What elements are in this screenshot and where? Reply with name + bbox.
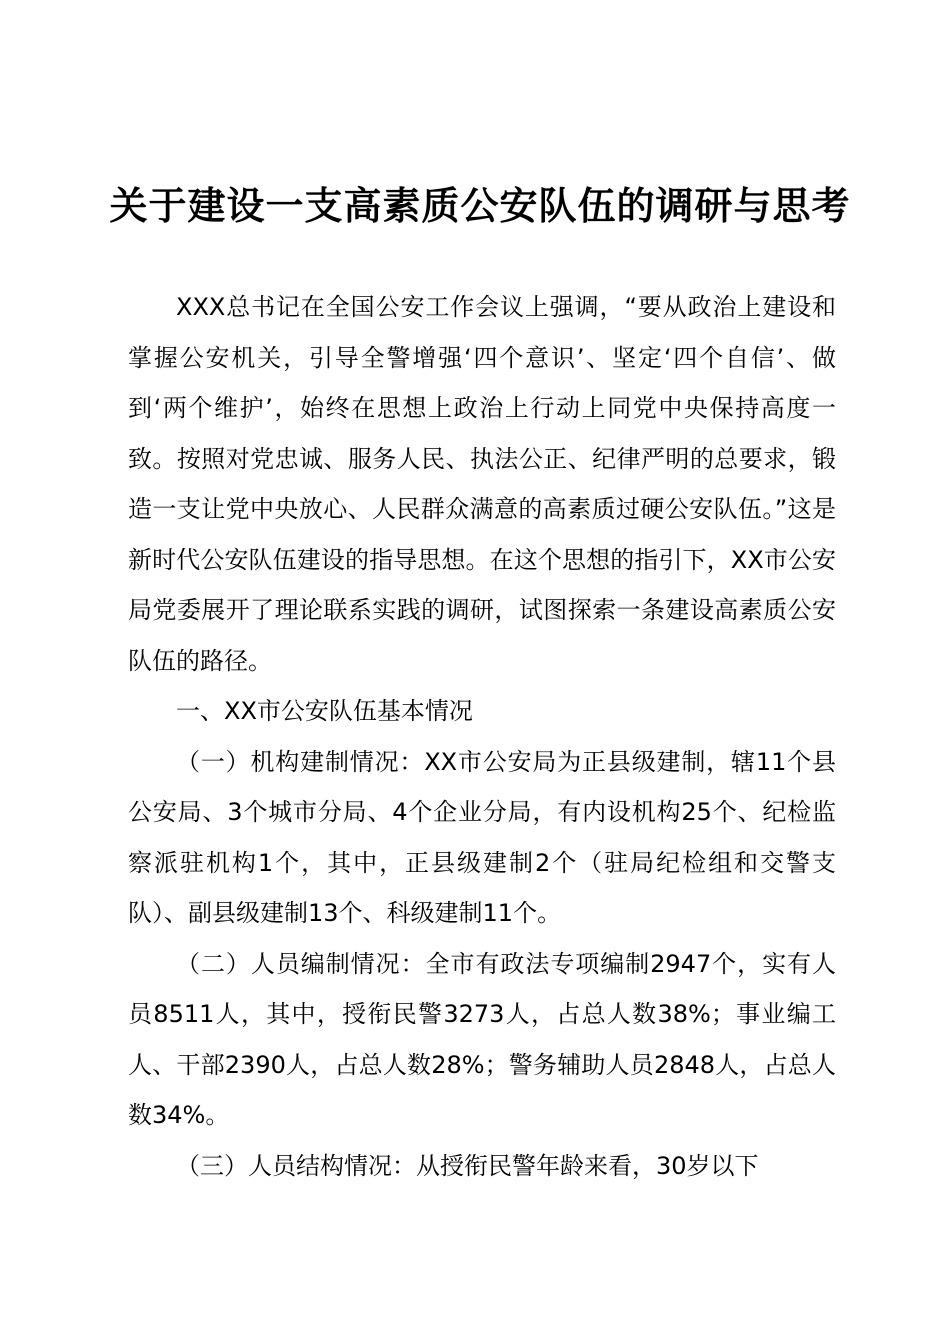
section-heading-1: 一、XX市公安队伍基本情况 (176, 697, 473, 725)
paragraph-organization: （一）机构建制情况：XX市公安局为正县级建制，辖11个县公安局、3个城市分局、4个企业分局，有内设机构25个、纪检监察派驻机构1个，其中，正县级建制2个（驻局纪检组和交警支队）、副县级建制13个、科级建制11个。 (128, 747, 836, 927)
paragraph-staffing: （二）人员编制情况：全市有政法专项编制2947个，实有人员8511人，其中，授衔民警3273人，占总人数38%；事业编工人、干部2390人，占总人数28%；警务辅助人员2848人，占总人数34%。 (128, 949, 836, 1129)
document-body (128, 282, 836, 1191)
paragraph-intro: XXX总书记在全国公安工作会议上强调，“要从政治上建设和掌握公安机关，引导全警增强‘四个意识’、坚定‘四个自信’、做到‘两个维护’，始终在思想上政治上行动上同党中央保持高度一致。按照对党忠诚、服务人民、执法公正、纪律严明的总要求，锻造一支让党中央放心、人民群众满意的高素质过硬公安队伍。”这是新时代公安队伍建设的指导思想。在这个思想的指引下，XX市公安局党委展开了理论联系实践的调研，试图探索一条建设高素质公安队伍的路径。 (128, 293, 836, 675)
paragraph-structure: （三）人员结构情况：从授衔民警年龄来看，30岁以下 (176, 1151, 759, 1180)
document-title: 关于建设一支高素质公安队伍的调研与思考 (109, 183, 851, 228)
